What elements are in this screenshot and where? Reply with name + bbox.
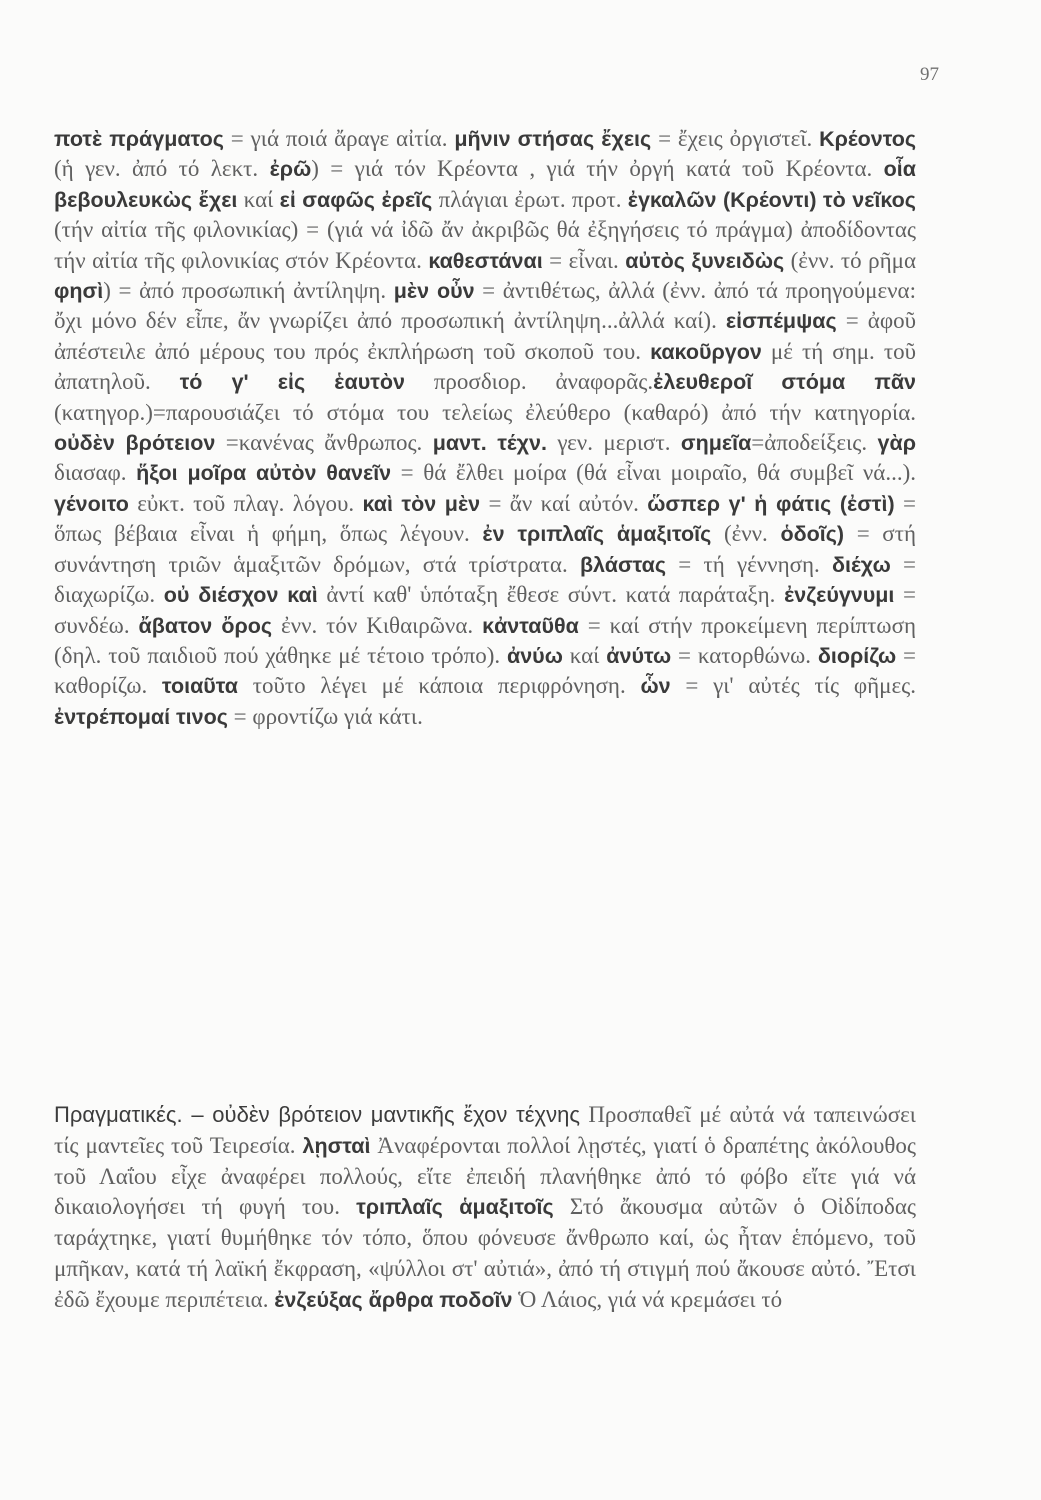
glossary-term: ἐντρέπομαί τινος: [54, 704, 228, 729]
glossary-definition: = εἶναι.: [542, 247, 626, 273]
glossary-definition: (ἐνν. τό ρῆμα: [784, 247, 917, 273]
glossary-term: ἀνύω: [507, 643, 563, 668]
glossary-definition: = καί στήν προκείμενη περίπτωση (δηλ. τοῦ παιδιοῦ πού χάθηκε μέ τέτοιο τρόπο).: [54, 612, 916, 668]
glossary-definition: (τήν αἰτία τῆς φιλονικίας) = (γιά νά ἰδῶ ἄν ἀκριβῶς θά ἐξηγήσεις τό πράγμα) ἀποδίδοντας τήν αἰτία τῆς φιλονικίας στόν Κρέοντα.: [54, 217, 916, 273]
glossary-term: φησὶ: [54, 279, 104, 304]
glossary-definition: διασαφ.: [54, 460, 137, 486]
glossary-term: ποτὲ πράγματος: [54, 127, 224, 151]
glossary-term: ἐγκαλῶν (Κρέοντι) τὸ νεῖκος: [627, 187, 916, 212]
note-text: Προσπαθεῖ μέ αὐτά νά ταπεινώσει τίς μαντεῖες τοῦ Τειρεσία.: [54, 1102, 916, 1158]
glossary-term: τοιαῦτα: [161, 674, 239, 699]
glossary-term: οὐ διέσχον καὶ: [163, 583, 318, 608]
note-text: Ὁ Λάιος, γιά νά κρεμάσει τό: [512, 1286, 783, 1312]
glossary-definition: προσδιορ. ἀναφορᾶς.: [404, 369, 654, 395]
glossary-term: ἥξοι μοῖρα αὐτὸν θανεῖν: [136, 461, 392, 486]
glossary-definition: (ἐνν.: [711, 521, 781, 547]
glossary-term: ἄβατον ὄρος: [138, 613, 273, 638]
glossary-term: καθεστάναι: [428, 248, 543, 273]
section-heading: Πραγματικές. – οὐδὲν βρότειον μαντικῆς ἔχον τέχνης: [54, 1102, 580, 1127]
note-term: λῃσταὶ: [302, 1133, 371, 1158]
glossary-term: ἐνζεύγνυμι: [784, 583, 895, 608]
glossary-term: ὧν: [640, 674, 671, 699]
glossary-term: μὲν οὖν: [393, 279, 475, 304]
note-term: τριπλαῖς ἁμαξιτοῖς: [356, 1195, 554, 1220]
glossary-term: τό γ' εἰς ἑαυτὸν: [179, 370, 405, 395]
glossary-definition: = συνδέω.: [54, 582, 916, 638]
glossary-term: ἐρῶ: [269, 157, 312, 182]
glossary-paragraph: [54, 124, 916, 732]
glossary-definition: γεν. μεριστ.: [546, 430, 681, 456]
glossary-definition: ) = γιά τόν Κρέοντα , γιά τήν ὀργή κατά τοῦ Κρέοντα.: [311, 156, 884, 182]
glossary-term: καὶ τὸν μὲν: [362, 491, 481, 516]
glossary-term: ἐν τριπλαῖς ἁμαξιτοῖς: [482, 522, 712, 547]
glossary-definition: = φροντίζω γιά κάτι.: [227, 703, 423, 729]
glossary-term: μῆνιν στήσας ἔχεις: [454, 127, 652, 151]
glossary-text: [54, 124, 916, 732]
glossary-definition: καί: [562, 642, 607, 668]
glossary-definition: πλάγιαι ἐρωτ. προτ.: [432, 186, 628, 212]
glossary-definition: =κανένας ἄνθρωπος.: [215, 430, 433, 456]
glossary-definition: = ἄν καί αὐτόν.: [480, 490, 648, 516]
glossary-definition: ) = ἀπό προσωπική ἀντίληψη.: [103, 278, 394, 304]
practical-notes-section: [54, 1100, 916, 1316]
glossary-definition: = ἀντιθέτως, ἀλλά (ἐνν. ἀπό τά προηγούμενα: ὄχι μόνο δέν εἶπε, ἄν γνωρίζει ἀπό προσωπική ἀντίληψη...ἀλλά καί).: [54, 278, 916, 334]
glossary-definition: = ἀφοῦ ἀπέστειλε ἀπό μέρους του πρός ἐκπλήρωση τοῦ σκοποῦ του.: [54, 308, 916, 364]
glossary-term: οὐδὲν βρότειον: [54, 431, 216, 456]
glossary-definition: = τή γέννηση.: [666, 551, 832, 577]
glossary-definition: (κατηγορ.)=παρουσιάζει τό στόμα του τελείως ἐλεύθερο (καθαρό) ἀπό τήν κατηγορία.: [54, 399, 916, 425]
glossary-definition: = θά ἔλθει μοίρα (θά εἶναι μοιραῖο, θά συμβεῖ νά...).: [391, 460, 916, 486]
practical-notes-text: [54, 1100, 916, 1316]
glossary-definition: ἀντί καθ' ὑπόταξη ἔθεσε σύντ. κατά παράταξη.: [317, 582, 785, 608]
glossary-term: γένοιτο: [54, 491, 129, 516]
glossary-term: ὁδοῖς): [780, 522, 845, 547]
glossary-term: εἰσπέμψας: [725, 309, 837, 334]
glossary-term: διέχω: [831, 552, 891, 577]
note-term: ἐνζεύξας ἄρθρα ποδοῖν: [274, 1287, 513, 1312]
glossary-term: βλάστας: [579, 552, 667, 577]
glossary-definition: καί: [237, 186, 280, 212]
glossary-term: ἀνύτω: [606, 643, 672, 668]
glossary-definition: =ἀποδείξεις.: [751, 430, 878, 456]
glossary-term: ἐλευθεροῖ στόμα πᾶν: [653, 370, 916, 395]
glossary-definition: = γιά ποιά ἄραγε αἰτία.: [223, 126, 455, 151]
glossary-definition: = ὅπως βέβαια εἶναι ἡ φήμη, ὅπως λέγουν.: [54, 490, 916, 547]
glossary-definition: = διαχωρίζω.: [54, 551, 916, 608]
note-text: Στό ἄκουσμα αὐτῶν ὁ Οἰδίποδας ταράχτηκε, γιατί θυμήθηκε τόν τόπο, ὅπου φόνευσε ἄνθρωπο καί, ὡς ἦταν ἑπόμενο, τοῦ μπῆκαν, κατά τή λαϊκή ἔκφραση, «ψύλλοι στ' αὐτιά», ἀπό τή στιγμή πού ἄκουσε αὐτό. Ἔτσι ἐδῶ ἔχουμε περιπέτεια.: [54, 1194, 917, 1312]
glossary-definition: ἐνν. τόν Κιθαιρῶνα.: [272, 612, 483, 638]
glossary-definition: = καθορίζω.: [54, 642, 916, 699]
glossary-term: Κρέοντος: [819, 127, 917, 151]
glossary-term: σημεῖα: [680, 431, 752, 456]
glossary-term: κακοῦργον: [650, 339, 762, 364]
glossary-term: γὰρ: [877, 431, 917, 456]
glossary-definition: = κατορθώνω.: [671, 642, 818, 668]
glossary-definition: = γι' αὐτές τίς φῆμες.: [670, 673, 916, 699]
glossary-term: μαντ. τέχν.: [432, 431, 547, 456]
glossary-term: κἀνταῦθα: [482, 613, 579, 638]
note-text: Ἀναφέρονται πολλοί λῃστές, γιατί ὁ δραπέτης ἀκόλουθος τοῦ Λαΐου εἶχε ἀναφέρει πολλούς, εἴτε ἐπειδή πλανήθηκε ἀπό τό φόβο εἴτε γιά νά δικαιολογήσει τή φυγή του.: [54, 1132, 916, 1220]
glossary-definition: = στή συνάντηση τριῶν ἁμαξιτῶν δρόμων, στά τρίστρατα.: [54, 521, 916, 577]
glossary-term: αὐτὸς ξυνειδὼς: [625, 248, 785, 273]
glossary-definition: τοῦτο λέγει μέ κάποια περιφρόνηση.: [238, 673, 641, 699]
glossary-definition: εὐκτ. τοῦ πλαγ. λόγου.: [128, 490, 363, 516]
glossary-definition: (ἡ γεν. ἀπό τό λεκτ.: [54, 156, 270, 182]
glossary-definition: = ἔχεις ὀργιστεῖ.: [651, 126, 820, 151]
page-number: 97: [920, 64, 939, 85]
glossary-term: διορίζω: [817, 643, 897, 668]
glossary-term: εἰ σαφῶς ἐρεῖς: [279, 187, 433, 212]
glossary-term: οἷα βεβουλευκὼς ἔχει: [54, 157, 916, 212]
glossary-definition: μέ τή σημ. τοῦ ἀπατηλοῦ.: [54, 338, 916, 395]
glossary-term: ὥσπερ γ' ἡ φάτις (ἐστὶ): [647, 491, 895, 516]
